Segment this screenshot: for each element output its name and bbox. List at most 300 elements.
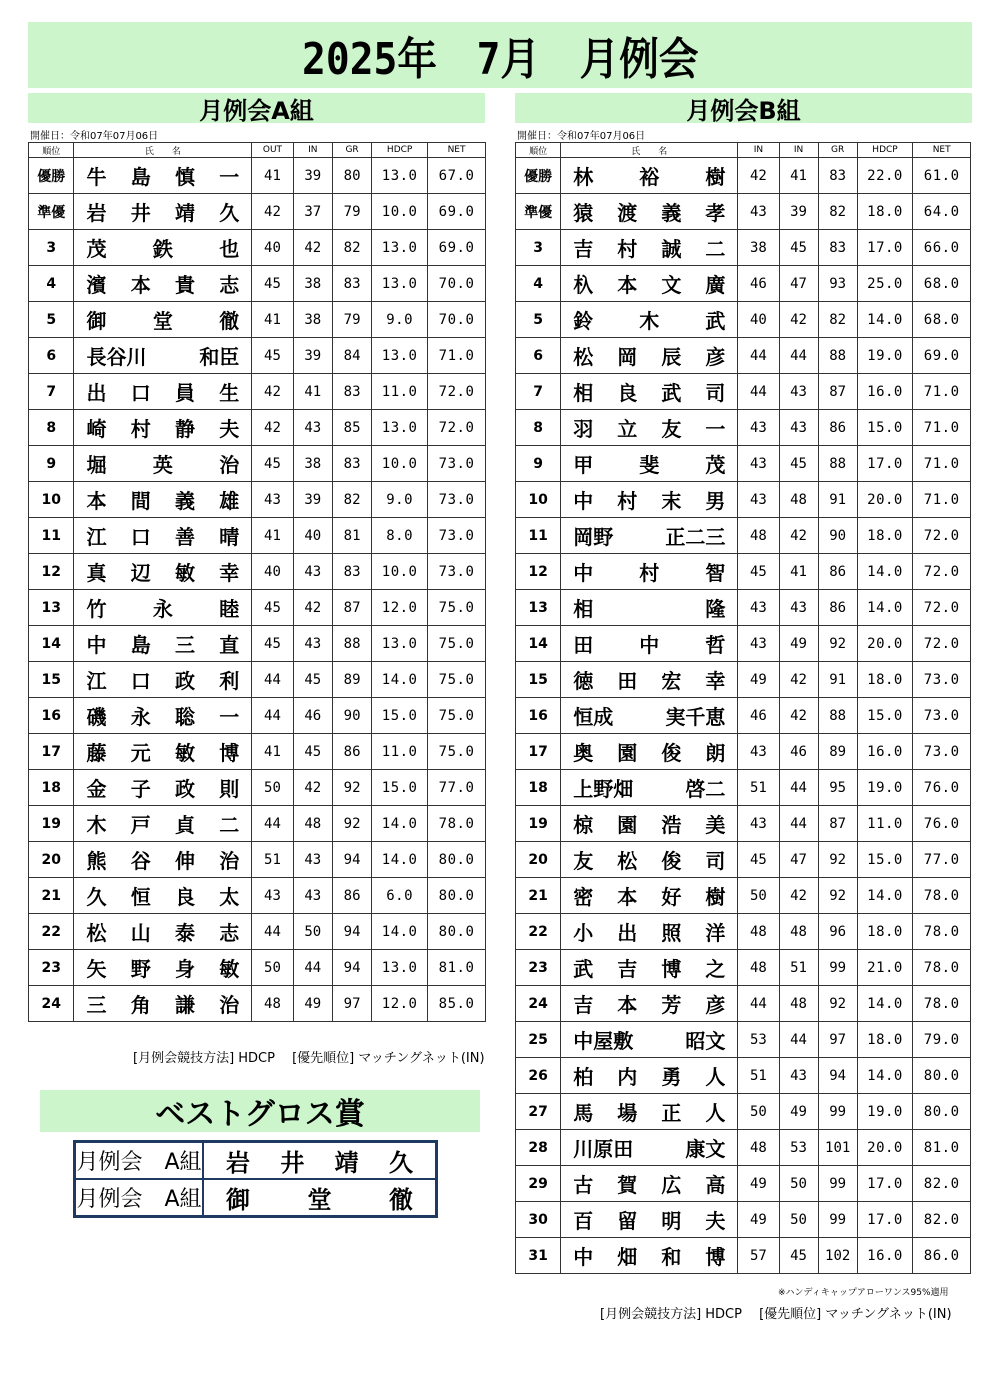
name-text [573,809,725,838]
player-name [74,374,252,410]
table-row [29,950,486,986]
out-score: 44 [738,374,779,410]
name-part: 茂 [705,453,726,477]
out-score: 43 [738,590,779,626]
rank-cell: 7 [516,374,561,410]
rank-cell: 12 [29,554,74,590]
rank-cell: 15 [29,662,74,698]
name-text [86,269,239,298]
table-row [29,770,486,806]
player-name [561,698,738,734]
name-part: 藤 [86,741,107,765]
name-part: 博 [219,741,240,765]
rank-cell: 4 [516,266,561,302]
rank-cell: 17 [29,734,74,770]
name-part: 宏 [661,669,682,693]
player-name [561,194,738,230]
table-row [29,194,486,230]
name-part: 二 [219,813,240,837]
gross-score: 92 [818,878,857,914]
name-part: 隆 [705,597,726,621]
name-part: 木 [639,309,660,333]
hdcp-value: 14.0 [857,302,913,338]
net-score: 73.0 [913,662,971,698]
player-name [74,266,252,302]
hdcp-value: 13.0 [372,410,428,446]
table-row [29,806,486,842]
gross-score: 90 [818,518,857,554]
out-score: 45 [252,446,293,482]
name-part: 場 [617,1101,638,1125]
name-text [86,737,239,766]
name-part: 司 [705,381,726,405]
net-score: 72.0 [913,626,971,662]
name-text [86,809,239,838]
name-part: 江 [86,669,107,693]
gross-score: 101 [818,1130,857,1166]
name-text [573,845,725,874]
name-part: 三 [175,633,196,657]
group-b-results-table [515,142,971,1274]
rank-cell: 12 [516,554,561,590]
rank-cell: 26 [516,1058,561,1094]
out-score: 49 [738,662,779,698]
out-score: 50 [738,1094,779,1130]
hdcp-value: 13.0 [372,950,428,986]
gross-score: 83 [818,230,857,266]
group-b-method-note: [月例会競技方法] HDCP [優先順位] マッチングネット(IN) [600,1307,952,1322]
table-row [516,806,971,842]
player-name [561,1022,738,1058]
name-part: 実千恵 [665,705,726,729]
out-score: 43 [738,194,779,230]
name-text [86,377,239,406]
in-score: 39 [293,158,332,194]
name-text [86,593,239,622]
name-part: 文 [661,273,682,297]
rank-cell: 10 [29,482,74,518]
rank-cell: 24 [516,986,561,1022]
name-text [226,1180,413,1215]
net-score: 76.0 [913,806,971,842]
name-part: 相 [573,597,594,621]
hdcp-value: 20.0 [857,482,913,518]
name-part: 芳 [661,993,682,1017]
name-part: 洋 [705,921,726,945]
name-part: 裕 [639,165,660,189]
name-part: 中 [86,633,107,657]
hdcp-value: 14.0 [857,986,913,1022]
net-score: 79.0 [913,1022,971,1058]
group-a-results-table [28,142,486,1022]
name-part: 村 [130,417,151,441]
name-part: 園 [617,741,638,765]
hdcp-value: 18.0 [857,1022,913,1058]
table-row [516,950,971,986]
rank-cell: 29 [516,1166,561,1202]
in-score: 43 [293,842,332,878]
rank-cell: 8 [29,410,74,446]
in-score: 37 [293,194,332,230]
out-score: 43 [738,482,779,518]
out-score: 45 [252,338,293,374]
name-part: 口 [130,525,151,549]
table-row [516,914,971,950]
player-name [74,410,252,446]
rank-cell: 5 [29,302,74,338]
name-part: 員 [175,381,196,405]
best-gross-group: 月例会 A組 [75,1179,204,1217]
net-score: 73.0 [913,734,971,770]
player-name [561,770,738,806]
best-gross-row [75,1179,437,1217]
rank-cell: 25 [516,1022,561,1058]
name-part: 渡 [617,201,638,225]
name-part: 山 [130,921,151,945]
gross-score: 94 [332,914,371,950]
hdcp-value: 6.0 [372,878,428,914]
gross-score: 99 [818,1202,857,1238]
name-part: 村 [639,561,660,585]
name-part: 俊 [661,849,682,873]
hdcp-value: 11.0 [857,806,913,842]
in-score: 42 [293,770,332,806]
out-score: 48 [738,914,779,950]
table-row [516,1166,971,1202]
name-part: 口 [130,381,151,405]
in-score: 38 [293,302,332,338]
group-a-title: 月例会A組 [28,93,485,123]
name-text [86,449,239,478]
table-row [516,878,971,914]
table-row [516,158,971,194]
name-part: 之 [705,957,726,981]
name-part: 靖 [334,1148,359,1177]
in-score: 43 [293,410,332,446]
gross-score: 94 [332,950,371,986]
name-part: 利 [219,669,240,693]
net-score: 72.0 [913,518,971,554]
name-part: 馬 [573,1101,594,1125]
table-row [516,374,971,410]
table-header-row [29,143,486,158]
rank-cell: 16 [29,698,74,734]
out-score: 50 [252,770,293,806]
name-part: 真 [86,561,107,585]
player-name [561,374,738,410]
out-score: 42 [252,410,293,446]
net-score: 69.0 [428,230,486,266]
name-part: 夫 [219,417,240,441]
out-score: 51 [738,1058,779,1094]
name-part: 志 [219,273,240,297]
table-row [29,914,486,950]
in-score: 46 [779,734,818,770]
name-text [86,557,239,586]
name-part: 出 [86,381,107,405]
out-score: 41 [252,734,293,770]
rank-cell: 準優 [29,194,74,230]
player-name [561,1058,738,1094]
net-score: 70.0 [428,266,486,302]
name-part: 伸 [175,849,196,873]
gross-score: 89 [332,662,371,698]
name-part: 治 [219,849,240,873]
rank-cell: 19 [29,806,74,842]
hdcp-value: 11.0 [372,734,428,770]
rank-cell: 27 [516,1094,561,1130]
player-name [74,662,252,698]
name-part: 濱 [86,273,107,297]
player-name [561,626,738,662]
table-row [29,842,486,878]
table-row [516,698,971,734]
rank-cell: 23 [516,950,561,986]
name-part: 岡 [617,345,638,369]
out-score: 48 [252,986,293,1022]
name-part: 昭文 [685,1029,726,1053]
name-part: 哲 [705,633,726,657]
name-part: 口 [130,669,151,693]
table-row [29,482,486,518]
name-part: 広 [661,1173,682,1197]
rank-cell: 28 [516,1130,561,1166]
name-text [573,305,725,334]
table-row [516,662,971,698]
table-row [516,590,971,626]
name-part: 恒 [130,885,151,909]
name-text [86,629,239,658]
name-part: 堂 [307,1185,332,1214]
table-header-row [516,143,971,158]
gross-score: 92 [332,770,371,806]
out-score: 48 [738,518,779,554]
table-row [516,734,971,770]
name-part: 志 [219,921,240,945]
gross-score: 86 [332,878,371,914]
name-part: 武 [573,957,594,981]
name-part: 中 [573,1245,594,1269]
gross-score: 88 [332,626,371,662]
name-part: 吉 [573,993,594,1017]
in-score: 43 [293,554,332,590]
name-part: 相 [573,381,594,405]
name-part: 恒成 [573,705,614,729]
table-row [29,230,486,266]
name-part: 松 [86,921,107,945]
name-part: 雄 [219,489,240,513]
name-part: 治 [219,993,240,1017]
out-score: 40 [252,554,293,590]
name-part: 林 [573,165,594,189]
name-text [86,953,239,982]
table-row [516,554,971,590]
name-part: 猿 [573,201,594,225]
table-row [516,842,971,878]
gross-score: 86 [818,590,857,626]
name-part: 末 [661,489,682,513]
hdcp-value: 13.0 [372,158,428,194]
column-header: 氏 名 [74,143,252,158]
hdcp-value: 13.0 [372,626,428,662]
in-score: 45 [293,662,332,698]
name-part: 政 [175,777,196,801]
hdcp-value: 12.0 [372,590,428,626]
gross-score: 97 [818,1022,857,1058]
out-score: 51 [252,842,293,878]
table-row [29,374,486,410]
title-banner [28,22,972,88]
hdcp-value: 9.0 [372,482,428,518]
name-text [573,413,725,442]
name-part: 廣 [705,273,726,297]
out-score: 48 [738,1130,779,1166]
net-score: 72.0 [913,590,971,626]
out-score: 40 [252,230,293,266]
in-score: 39 [779,194,818,230]
player-name [561,230,738,266]
name-part: 杁 [573,273,594,297]
name-part: 百 [573,1209,594,1233]
out-score: 44 [252,698,293,734]
name-text [573,1205,725,1234]
name-part: 浩 [661,813,682,837]
rank-cell: 14 [29,626,74,662]
hdcp-value: 15.0 [857,698,913,734]
player-name [74,842,252,878]
gross-score: 88 [818,338,857,374]
player-name [561,1166,738,1202]
best-gross-name [203,1179,437,1217]
hdcp-value: 19.0 [857,770,913,806]
name-part: 久 [86,885,107,909]
name-part: 政 [175,669,196,693]
name-text [573,341,725,370]
name-part: 金 [86,777,107,801]
rank-cell: 20 [29,842,74,878]
table-row [29,302,486,338]
in-score: 45 [779,230,818,266]
name-text [573,1025,725,1054]
name-text [573,917,725,946]
group-a-method-note: [月例会競技方法] HDCP [優先順位] マッチングネット(IN) [133,1051,485,1066]
hdcp-value: 19.0 [857,1094,913,1130]
in-score: 41 [293,374,332,410]
table-row [516,518,971,554]
net-score: 81.0 [913,1130,971,1166]
table-row [516,194,971,230]
name-part: 本 [617,885,638,909]
net-score: 71.0 [913,374,971,410]
name-text [573,989,725,1018]
player-name [74,950,252,986]
net-score: 71.0 [428,338,486,374]
in-score: 44 [779,338,818,374]
net-score: 78.0 [913,914,971,950]
gross-score: 82 [332,482,371,518]
hdcp-value: 11.0 [372,374,428,410]
table-row [516,266,971,302]
name-part: 武 [705,309,726,333]
name-part: 則 [219,777,240,801]
name-text [226,1143,413,1178]
name-part: 太 [219,885,240,909]
name-part: 中屋敷 [573,1029,634,1053]
in-score: 44 [779,806,818,842]
hdcp-value: 13.0 [372,338,428,374]
name-part: 義 [661,201,682,225]
rank-cell: 18 [29,770,74,806]
name-text [573,953,725,982]
player-name [74,302,252,338]
net-score: 73.0 [428,518,486,554]
net-score: 72.0 [428,374,486,410]
in-score: 43 [779,1058,818,1094]
name-part: 中 [639,633,660,657]
out-score: 45 [738,554,779,590]
in-score: 50 [293,914,332,950]
name-part: 奥 [573,741,594,765]
net-score: 69.0 [428,194,486,230]
in-score: 39 [293,338,332,374]
hdcp-value: 15.0 [372,698,428,734]
name-part: 武 [661,381,682,405]
name-part: 崎 [86,417,107,441]
rank-cell: 7 [29,374,74,410]
out-score: 38 [738,230,779,266]
name-text [573,881,725,910]
hdcp-value: 9.0 [372,302,428,338]
column-header: 氏 名 [561,143,738,158]
hdcp-value: 22.0 [857,158,913,194]
name-part: 永 [130,705,151,729]
name-part: 直 [219,633,240,657]
player-name [561,338,738,374]
gross-score: 92 [818,626,857,662]
group-b-title: 月例会B組 [515,93,972,123]
name-part: 鈴 [573,309,594,333]
name-part: 立 [617,417,638,441]
group-b-date: 開催日：令和07年07月06日 [517,131,646,142]
name-part: 田 [617,669,638,693]
name-part: 友 [573,849,594,873]
in-score: 38 [293,266,332,302]
name-part: 美 [705,813,726,837]
gross-score: 83 [332,374,371,410]
gross-score: 95 [818,770,857,806]
out-score: 41 [252,302,293,338]
player-name [561,1202,738,1238]
gross-score: 97 [332,986,371,1022]
in-score: 43 [779,374,818,410]
name-part: 羽 [573,417,594,441]
gross-score: 84 [332,338,371,374]
name-part: 椋 [573,813,594,837]
table-row [516,770,971,806]
hdcp-value: 14.0 [857,878,913,914]
net-score: 68.0 [913,266,971,302]
rank-cell: 24 [29,986,74,1022]
out-score: 42 [252,194,293,230]
name-part: 辰 [661,345,682,369]
name-part: 久 [388,1148,413,1177]
player-name [74,734,252,770]
hdcp-value: 21.0 [857,950,913,986]
net-score: 80.0 [428,914,486,950]
rank-cell: 31 [516,1238,561,1274]
out-score: 45 [252,590,293,626]
gross-score: 82 [818,194,857,230]
